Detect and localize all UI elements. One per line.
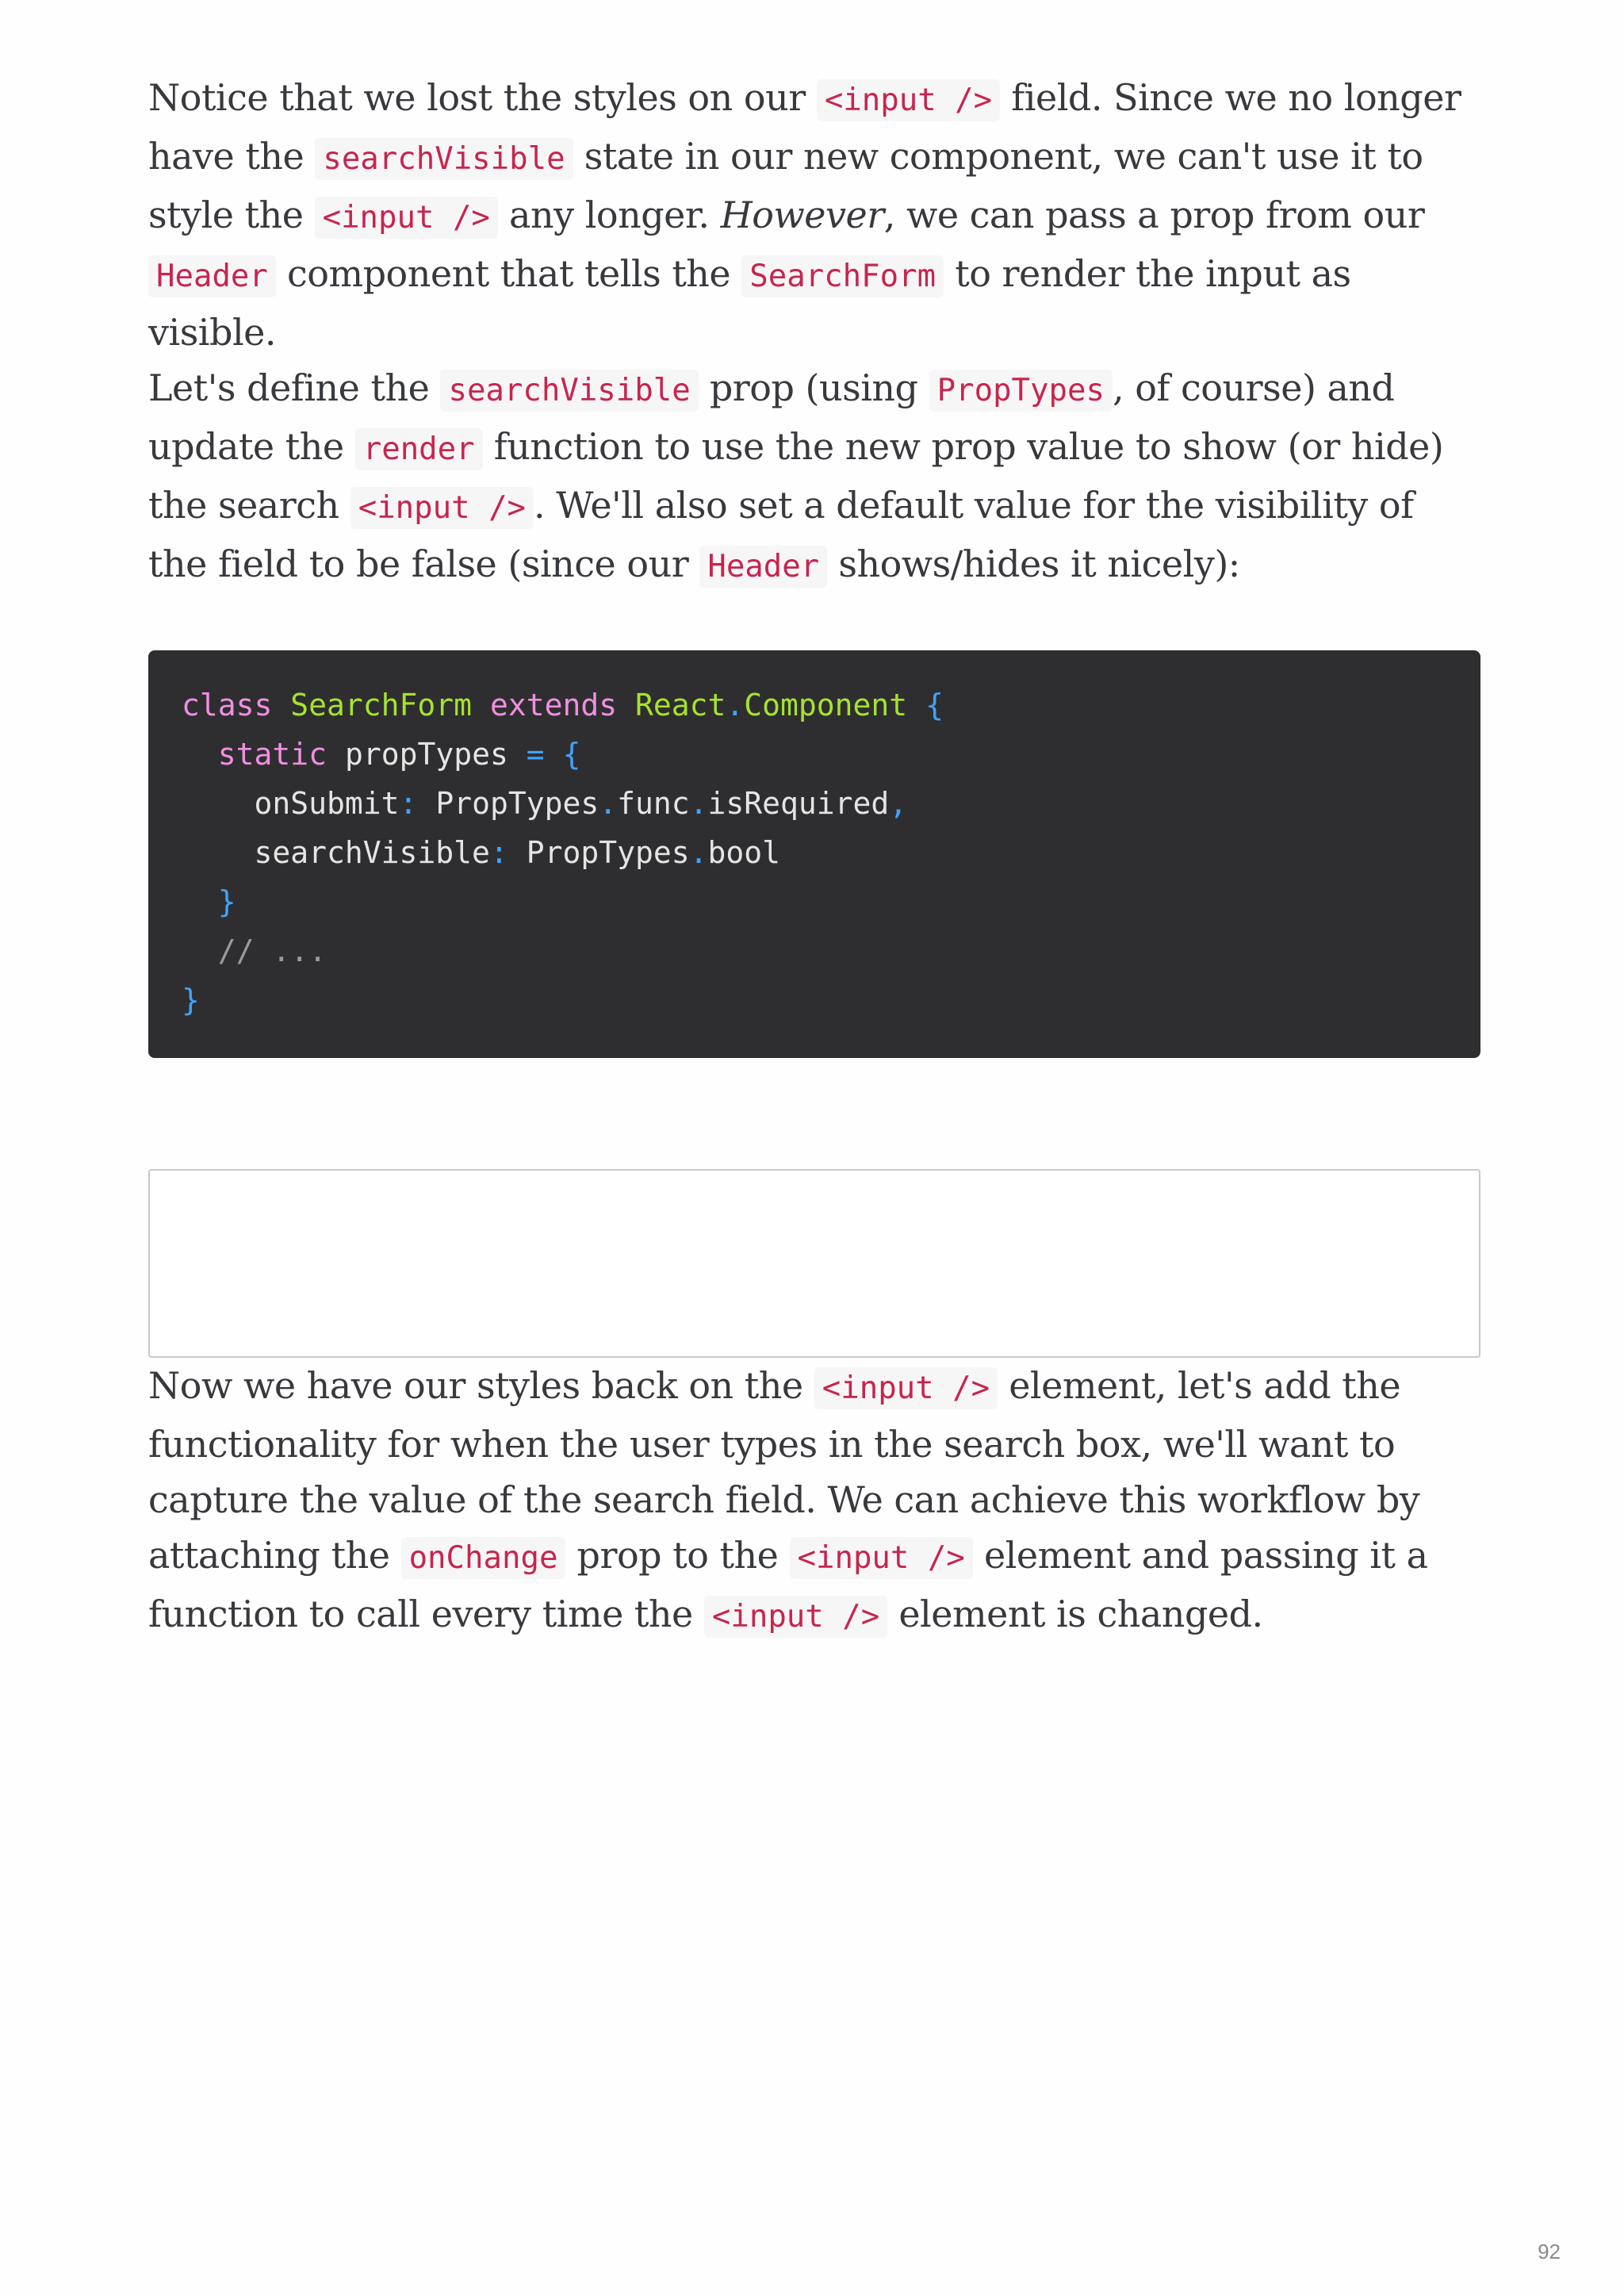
inline-code: <input /> bbox=[704, 1596, 887, 1638]
paragraph-define-prop bbox=[148, 360, 1480, 595]
inline-code: <input /> bbox=[814, 1367, 998, 1409]
text: , we can pass a prop from our bbox=[883, 194, 1425, 236]
page-number: 92 bbox=[1538, 2240, 1561, 2263]
code-punctuation: : bbox=[399, 786, 418, 821]
text: . We'll also set a default value for the visibility of the field to be false (since our bbox=[148, 484, 1414, 585]
code-punctuation: . bbox=[599, 786, 618, 821]
code-identifier: PropTypes bbox=[435, 786, 599, 821]
paragraph-onchange bbox=[148, 1358, 1480, 1645]
paragraph-intro bbox=[148, 70, 1480, 360]
code-punctuation: : bbox=[489, 835, 508, 870]
code-punctuation: { bbox=[925, 688, 944, 723]
text: any longer. bbox=[497, 194, 721, 236]
code-identifier: searchVisible bbox=[254, 835, 490, 870]
code-operator: = bbox=[526, 737, 545, 772]
inline-code: Header bbox=[148, 255, 276, 297]
code-punctuation: } bbox=[182, 983, 200, 1018]
inline-code: Header bbox=[699, 546, 827, 588]
code-keyword: class bbox=[182, 688, 273, 723]
text: Notice that we lost the styles on our bbox=[148, 76, 817, 119]
text: prop (using bbox=[698, 366, 929, 409]
code-identifier: propTypes bbox=[344, 737, 508, 772]
code-punctuation: } bbox=[217, 884, 236, 919]
page-content bbox=[148, 70, 1480, 1645]
inline-code: SearchForm bbox=[741, 255, 944, 297]
text: function to use the new prop value to show (or hide) the search bbox=[148, 425, 1444, 527]
code-identifier: isRequired bbox=[707, 786, 890, 821]
code-block bbox=[148, 650, 1480, 1058]
demo-placeholder-box bbox=[148, 1169, 1480, 1358]
text: , of course) and update the bbox=[148, 366, 1395, 468]
text: shows/hides it nicely): bbox=[827, 542, 1240, 585]
code-class-name: React bbox=[635, 688, 726, 723]
code-punctuation: { bbox=[562, 737, 581, 772]
text: field. Since we no longer have the bbox=[148, 76, 1461, 178]
inline-code: <input /> bbox=[790, 1537, 973, 1579]
text: element and passing it a function to call every time the bbox=[148, 1534, 1428, 1635]
inline-code: <input /> bbox=[350, 487, 534, 529]
text: component that tells the bbox=[275, 252, 742, 295]
code-identifier: bool bbox=[707, 835, 781, 870]
inline-code: onChange bbox=[401, 1537, 566, 1579]
code-punctuation: . bbox=[689, 786, 708, 821]
text: Now we have our styles back on the bbox=[148, 1364, 814, 1407]
inline-code: render bbox=[355, 428, 483, 470]
code-identifier: PropTypes bbox=[526, 835, 690, 870]
code-identifier: onSubmit bbox=[254, 786, 400, 821]
inline-code: searchVisible bbox=[440, 370, 698, 412]
text: element, let's add the functionality for when the user types in the search box, we'll want to capture the value of the search field. We can achieve this workflow by attaching the bbox=[148, 1364, 1420, 1577]
text: to render the input as visible. bbox=[148, 252, 1351, 354]
code-punctuation: . bbox=[689, 835, 708, 870]
code-keyword: extends bbox=[489, 688, 618, 723]
inline-code: <input /> bbox=[315, 197, 498, 239]
inline-code: <input /> bbox=[817, 79, 1000, 121]
text: prop to the bbox=[565, 1534, 790, 1577]
code-punctuation: , bbox=[889, 786, 908, 821]
code-class-name: SearchForm bbox=[290, 688, 473, 723]
emphasis: However bbox=[720, 194, 884, 236]
code-keyword: static bbox=[217, 737, 327, 772]
text: element is changed. bbox=[887, 1593, 1263, 1635]
code-punctuation: . bbox=[726, 688, 745, 723]
code-class-name: Component bbox=[744, 688, 908, 723]
inline-code: searchVisible bbox=[315, 138, 573, 180]
text: state in our new component, we can't use it to style the bbox=[148, 135, 1423, 236]
inline-code: PropTypes bbox=[929, 370, 1113, 412]
code-identifier: func bbox=[617, 786, 690, 821]
text: Let's define the bbox=[148, 366, 441, 409]
code-comment: // ... bbox=[217, 933, 327, 968]
